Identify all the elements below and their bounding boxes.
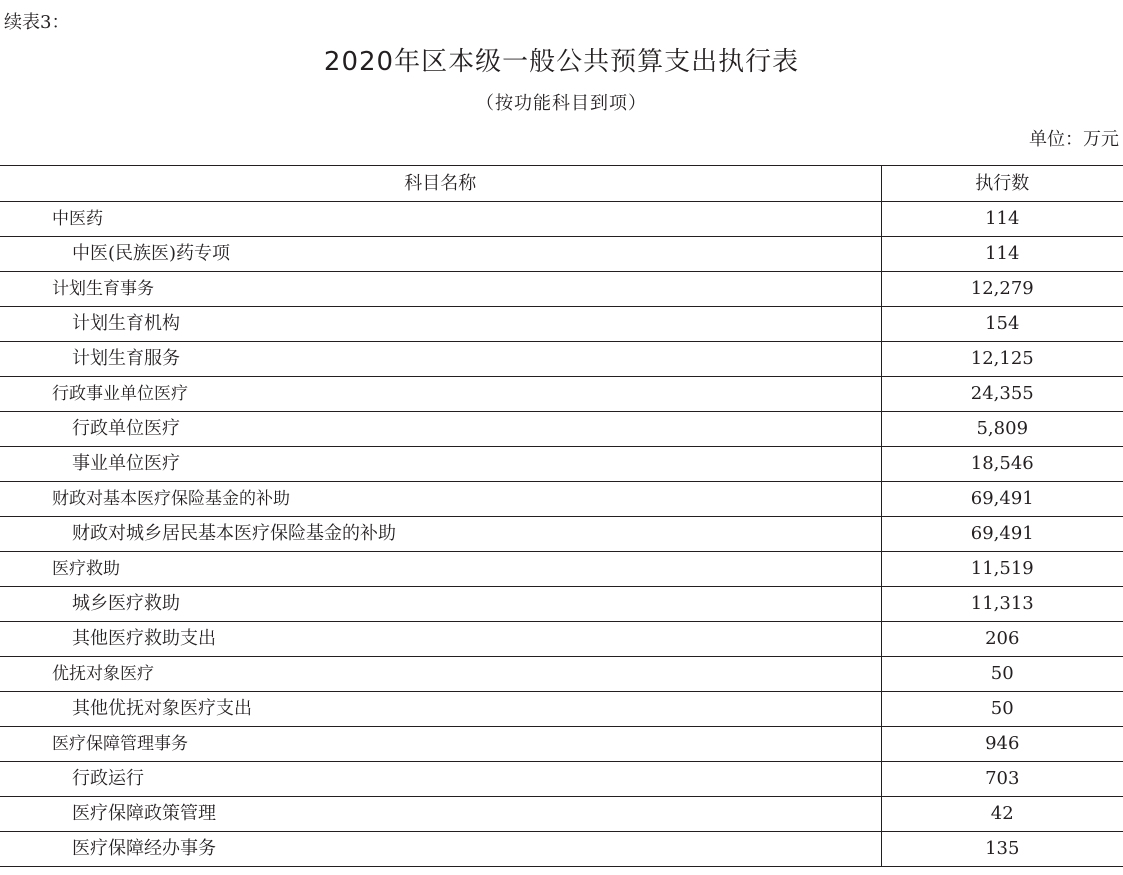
table-row-category <box>0 552 1123 587</box>
executed-amount-cell: 114 <box>881 202 1123 237</box>
executed-amount-cell: 946 <box>881 727 1123 762</box>
table-row-category <box>0 272 1123 307</box>
table-row-item <box>0 517 1123 552</box>
table-row-item <box>0 622 1123 657</box>
table-body <box>0 202 1123 867</box>
table-row-item <box>0 587 1123 622</box>
subject-name-cell: 计划生育服务 <box>0 342 881 377</box>
table-header-row <box>0 166 1123 202</box>
page-title: 2020年区本级一般公共预算支出执行表 <box>323 47 800 77</box>
executed-amount-cell: 18,546 <box>881 447 1123 482</box>
table-row-category <box>0 657 1123 692</box>
table-row-category <box>0 482 1123 517</box>
table-row-item <box>0 832 1123 867</box>
table-row-category <box>0 377 1123 412</box>
subject-name-cell: 城乡医疗救助 <box>0 587 881 622</box>
executed-amount-cell: 114 <box>881 237 1123 272</box>
table-row-item <box>0 762 1123 797</box>
table-row-category <box>0 202 1123 237</box>
executed-amount-cell: 135 <box>881 832 1123 867</box>
header-subject-name: 科目名称 <box>0 166 881 202</box>
executed-amount-cell: 11,313 <box>881 587 1123 622</box>
subject-name-cell: 事业单位医疗 <box>0 447 881 482</box>
subject-name-cell: 医疗救助 <box>0 552 881 587</box>
subject-name-cell: 财政对基本医疗保险基金的补助 <box>0 482 881 517</box>
table-row-item <box>0 307 1123 342</box>
subject-name-cell: 计划生育事务 <box>0 272 881 307</box>
budget-table <box>0 165 1123 867</box>
executed-amount-cell: 154 <box>881 307 1123 342</box>
executed-amount-cell: 5,809 <box>881 412 1123 447</box>
subject-name-cell: 医疗保障政策管理 <box>0 797 881 832</box>
table-row-item <box>0 237 1123 272</box>
executed-amount-cell: 12,125 <box>881 342 1123 377</box>
unit-label: 单位：万元 <box>1029 129 1119 150</box>
table-row-item <box>0 692 1123 727</box>
executed-amount-cell: 24,355 <box>881 377 1123 412</box>
subject-name-cell: 中医(民族医)药专项 <box>0 237 881 272</box>
subject-name-cell: 财政对城乡居民基本医疗保险基金的补助 <box>0 517 881 552</box>
table-row-item <box>0 412 1123 447</box>
executed-amount-cell: 69,491 <box>881 482 1123 517</box>
subject-name-cell: 其他优抚对象医疗支出 <box>0 692 881 727</box>
executed-amount-cell: 50 <box>881 692 1123 727</box>
subject-name-cell: 行政事业单位医疗 <box>0 377 881 412</box>
continued-table-label: 续表3： <box>4 12 70 33</box>
subject-name-cell: 医疗保障管理事务 <box>0 727 881 762</box>
header-executed-amount: 执行数 <box>881 166 1123 202</box>
table-header <box>0 166 1123 202</box>
executed-amount-cell: 42 <box>881 797 1123 832</box>
subject-name-cell: 优抚对象医疗 <box>0 657 881 692</box>
subject-name-cell: 计划生育机构 <box>0 307 881 342</box>
executed-amount-cell: 50 <box>881 657 1123 692</box>
table-row-item <box>0 447 1123 482</box>
subject-name-cell: 医疗保障经办事务 <box>0 832 881 867</box>
executed-amount-cell: 703 <box>881 762 1123 797</box>
subject-name-cell: 行政运行 <box>0 762 881 797</box>
subject-name-cell: 行政单位医疗 <box>0 412 881 447</box>
executed-amount-cell: 206 <box>881 622 1123 657</box>
executed-amount-cell: 12,279 <box>881 272 1123 307</box>
executed-amount-cell: 11,519 <box>881 552 1123 587</box>
subject-name-cell: 中医药 <box>0 202 881 237</box>
subject-name-cell: 其他医疗救助支出 <box>0 622 881 657</box>
table-row-item <box>0 797 1123 832</box>
table-row-item <box>0 342 1123 377</box>
table-row-category <box>0 727 1123 762</box>
page-subtitle: （按功能科目到项） <box>476 93 647 114</box>
executed-amount-cell: 69,491 <box>881 517 1123 552</box>
